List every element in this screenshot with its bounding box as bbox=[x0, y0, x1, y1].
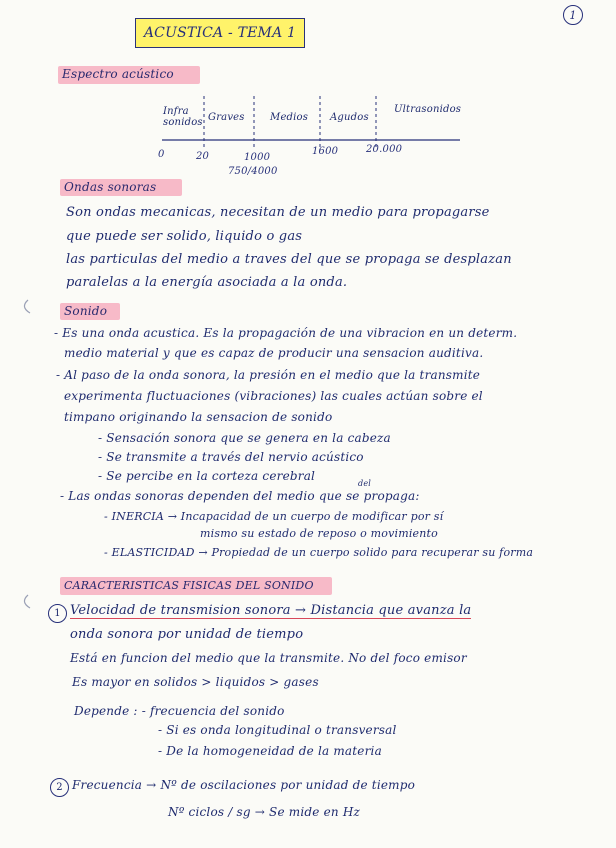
text-line: Nº ciclos / sg → Se mide en Hz bbox=[168, 805, 361, 819]
band-agudos: Agudos bbox=[330, 112, 369, 123]
text-line: onda sonora por unidad de tiempo bbox=[70, 627, 304, 642]
band-ultrasonidos: Ultrasonidos bbox=[394, 104, 462, 115]
text-line: - INERCIA → Incapacidad de un cuerpo de modificar por sí bbox=[104, 510, 444, 523]
page-title: ACUSTICA - TEMA 1 bbox=[135, 18, 305, 48]
text-line: las particulas del medio a traves del que se propaga se desplazan bbox=[66, 252, 512, 267]
text-line: - Las ondas sonoras dependen del medio que se propaga: bbox=[60, 489, 420, 503]
tick-1600: 1600 bbox=[312, 146, 339, 157]
text-line: - ELASTICIDAD → Propiedad de un cuerpo solido para recuperar su forma bbox=[104, 546, 534, 559]
tick-0: 0 bbox=[158, 149, 165, 160]
text-line: que puede ser solido, liquido o gas bbox=[66, 229, 303, 244]
text-line: Es mayor en solidos > liquidos > gases bbox=[72, 675, 319, 689]
text-line: - Sensación sonora que se genera en la cabeza bbox=[98, 431, 391, 445]
text-line: Velocidad de transmision sonora → Distancia que avanza la bbox=[70, 603, 472, 618]
text-line: - Es una onda acustica. Es la propagación de una vibracion en un determ. bbox=[54, 326, 518, 340]
tick-20: 20 bbox=[196, 151, 210, 162]
band-infrasonidos: Infra sonidos bbox=[163, 106, 203, 128]
text-line: - Se percibe en la corteza cerebral bbox=[98, 469, 316, 483]
section-heading-espectro: Espectro acústico bbox=[62, 67, 174, 81]
text-line: - De la homogeneidad de la materia bbox=[158, 744, 382, 758]
band-medios: Medios bbox=[270, 112, 309, 123]
text-line: mismo su estado de reposo o movimiento bbox=[200, 527, 438, 540]
tick-20000: 20.000 bbox=[366, 144, 403, 155]
text-line: medio material y que es capaz de producir una sensacion auditiva. bbox=[64, 346, 484, 360]
section-heading-sonido: Sonido bbox=[64, 304, 108, 318]
section-heading-caracteristicas: CARACTERISTICAS FISICAS DEL SONIDO bbox=[64, 579, 314, 592]
item-number-1: 1 bbox=[48, 604, 67, 623]
text-line: Son ondas mecanicas, necesitan de un medio para propagarse bbox=[66, 205, 490, 220]
band-graves: Graves bbox=[208, 112, 245, 123]
item-number-2: 2 bbox=[50, 778, 69, 797]
text-line: timpano originando la sensacion de sonido bbox=[64, 410, 333, 424]
page-number: 1 bbox=[563, 5, 583, 25]
text-line: - Se transmite a través del nervio acústico bbox=[98, 450, 364, 464]
text-line: experimenta fluctuaciones (vibraciones) las cuales actúan sobre el bbox=[64, 389, 483, 403]
text-line: - Si es onda longitudinal o transversal bbox=[158, 723, 397, 737]
text-line: Está en funcion del medio que la transmite. No del foco emisor bbox=[70, 651, 467, 665]
text-line: Depende : - frecuencia del sonido bbox=[74, 704, 285, 718]
superscript-note: del bbox=[358, 479, 372, 488]
tick-1000: 1000 bbox=[244, 152, 271, 163]
tick-note: 750/4000 bbox=[228, 166, 278, 177]
text-line: Frecuencia → Nº de oscilaciones por unidad de tiempo bbox=[72, 778, 416, 792]
section-heading-ondas: Ondas sonoras bbox=[64, 180, 157, 194]
text-line: paralelas a la energía asociada a la onda. bbox=[66, 275, 348, 290]
text-line: - Al paso de la onda sonora, la presión en el medio que la transmite bbox=[56, 368, 481, 382]
